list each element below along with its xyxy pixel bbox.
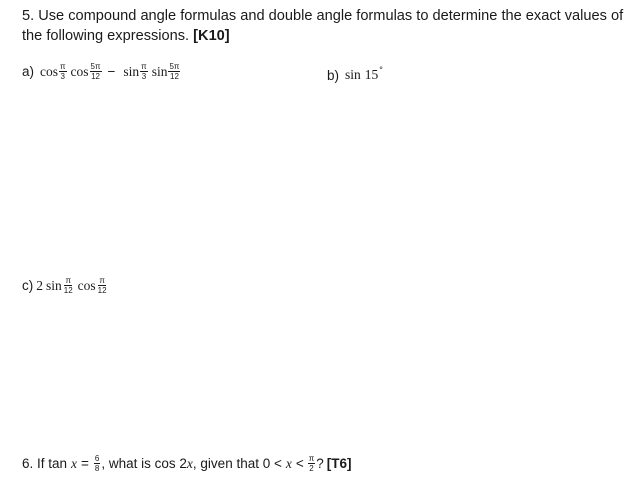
sin-fn: sin xyxy=(345,67,361,82)
fraction-denominator: 3 xyxy=(141,72,147,81)
cos-fn: cos xyxy=(77,277,96,293)
part-c xyxy=(22,276,109,295)
fraction-numerator: π xyxy=(65,276,71,285)
variable-x: x xyxy=(186,455,193,471)
part-b-label: b) xyxy=(327,67,340,83)
fraction xyxy=(308,454,316,473)
part-a xyxy=(22,62,181,81)
fraction xyxy=(140,62,148,81)
angle-value: 15 xyxy=(364,67,379,82)
sin-fn: sin xyxy=(123,63,140,79)
fraction-denominator: 12 xyxy=(97,286,107,295)
fraction-numerator: 6 xyxy=(94,454,100,463)
variable-x: x xyxy=(71,455,78,471)
fraction xyxy=(168,62,180,81)
part-b xyxy=(327,67,383,83)
question-6-prefix: 6. If tan xyxy=(22,456,68,471)
fraction-denominator: 2 xyxy=(309,464,314,473)
minus-operator: − xyxy=(107,64,116,79)
part-a-label: a) xyxy=(22,64,35,79)
question-6-middle: , what is cos 2 xyxy=(101,456,187,471)
less-than: < xyxy=(295,456,304,471)
fraction-numerator: 5π xyxy=(90,62,101,71)
fraction-numerator: π xyxy=(99,276,105,285)
fraction xyxy=(59,62,67,81)
fraction-denominator: 8 xyxy=(94,464,100,473)
fraction-numerator: 5π xyxy=(169,62,180,71)
fraction-numerator: π xyxy=(141,62,147,71)
cos-fn: cos xyxy=(40,63,59,79)
variable-x: x xyxy=(285,455,292,471)
degree-symbol: ° xyxy=(379,65,383,75)
question-5-text xyxy=(22,6,627,46)
question-5-prompt: 5. Use compound angle formulas and double angle formulas to determine the exact values of the following expressions. xyxy=(22,8,624,44)
fraction-denominator: 3 xyxy=(60,72,65,81)
question-6-code: [T6] xyxy=(326,456,352,471)
fraction-denominator: 12 xyxy=(63,286,73,295)
part-c-label: c) xyxy=(22,278,34,293)
question-6-given: , given that 0 < xyxy=(192,456,282,471)
equals-sign: = xyxy=(81,456,89,471)
fraction xyxy=(63,276,74,295)
fraction-numerator: π xyxy=(60,62,66,71)
cos-fn: cos xyxy=(70,63,89,79)
question-5 xyxy=(22,6,627,46)
fraction-denominator: 12 xyxy=(91,72,100,81)
fraction xyxy=(97,276,108,295)
coefficient: 2 xyxy=(36,277,43,293)
question-mark: ? xyxy=(316,456,324,471)
sin-fn: sin xyxy=(151,63,168,79)
question-5-code: [K10] xyxy=(193,28,230,44)
question-6 xyxy=(22,454,352,473)
fraction-denominator: 12 xyxy=(170,72,179,81)
sin-fn: sin xyxy=(46,277,62,293)
fraction xyxy=(94,454,100,473)
fraction-numerator: π xyxy=(308,454,315,463)
fraction xyxy=(90,62,102,81)
